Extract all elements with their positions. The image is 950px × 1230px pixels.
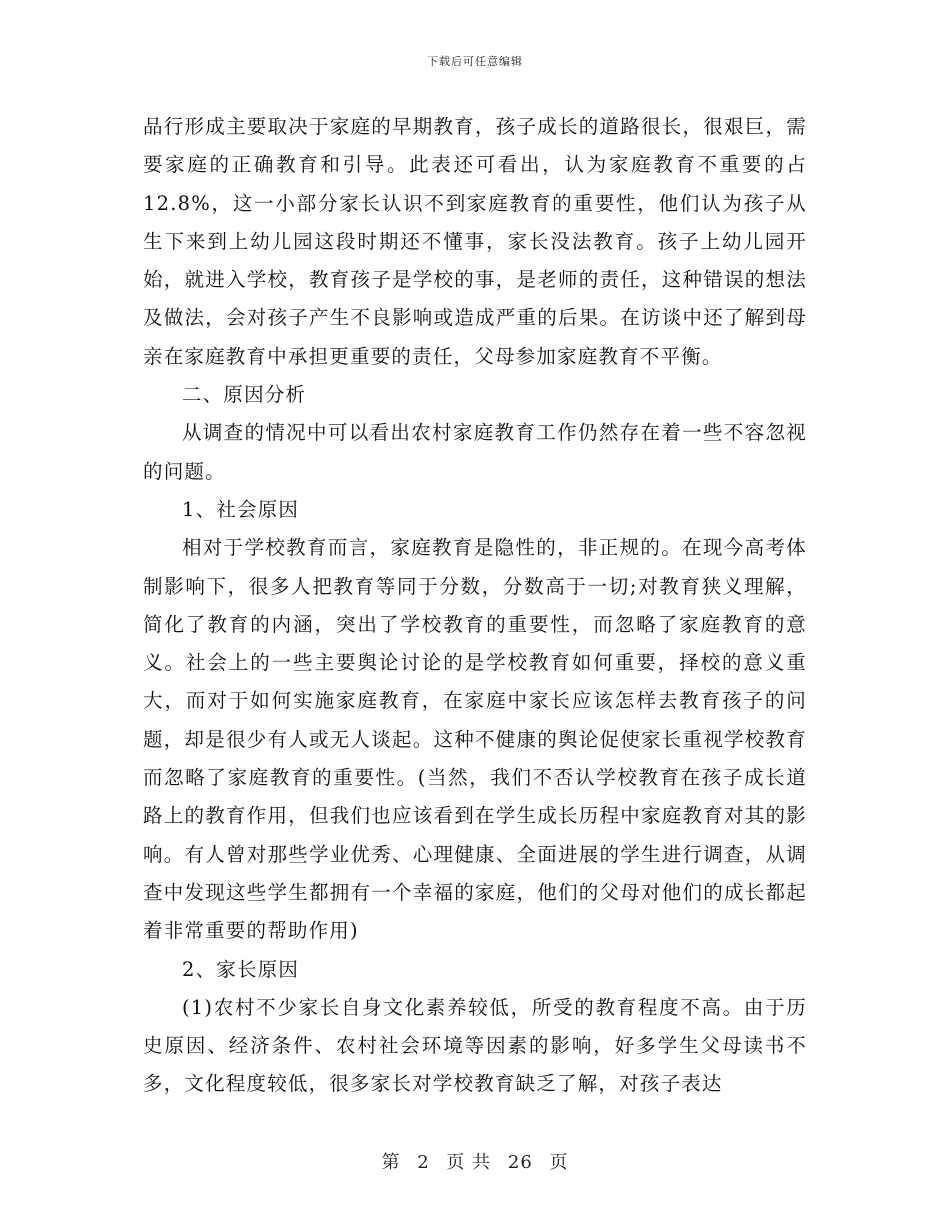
current-page-number: 2 — [417, 1152, 430, 1173]
footer-prefix: 第 — [381, 1152, 401, 1173]
body-text — [143, 108, 807, 1104]
subsection-heading: 2、家长原因 — [182, 957, 300, 981]
page-footer — [0, 1148, 950, 1174]
paragraph: 品行形成主要取决于家庭的早期教育，孩子成长的道路很长，很艰巨，需要家庭的正确教育和引导。此表还可看出，认为家庭教育不重要的占 12.8%，这一小部分家长认识不到家庭教育的重要性，他们认为孩子从生下来到上幼儿园这段时期还不懂事，家长没法教育。孩子上幼儿园开始，就进入学校，教育孩子是学校的事，是老师的责任，这种错误的想法及做法，会对孩子产生不良影响或造成严重的后果。在访谈中还了解到母亲在家庭教育中承担更重要的责任，父母参加家庭教育不平衡。 — [143, 115, 807, 368]
footer-middle: 页 共 — [446, 1152, 492, 1173]
total-page-count: 26 — [507, 1152, 533, 1173]
footer-suffix: 页 — [549, 1152, 569, 1173]
section-heading: 二、原因分析 — [182, 383, 307, 407]
paragraph: 从调查的情况中可以看出农村家庭教育工作仍然存在着一些不容忽视的问题。 — [143, 421, 807, 483]
paragraph: (1)农村不少家长自身文化素养较低，所受的教育程度不高。由于历史原因、经济条件、农村社会环境等因素的影响，好多学生父母读书不多，文化程度较低，很多家长对学校教育缺乏了解，对孩子表达 — [143, 995, 807, 1096]
subsection-heading: 1、社会原因 — [182, 497, 300, 521]
page-header: 下载后可任意编辑 — [427, 55, 523, 68]
paragraph: 相对于学校教育而言，家庭教育是隐性的，非正规的。在现今高考体制影响下，很多人把教育等同于分数，分数高于一切;对教育狭义理解，简化了教育的内涵，突出了学校教育的重要性，而忽略了家庭教育的意义。社会上的一些主要舆论讨论的是学校教育如何重要，择校的意义重大，而对于如何实施家庭教育，在家庭中家长应该怎样去教育孩子的问题，却是很少有人或无人谈起。这种不健康的舆论促使家长重视学校教育而忽略了家庭教育的重要性。(当然，我们不否认学校教育在孩子成长道路上的教育作用，但我们也应该看到在学生成长历程中家庭教育对其的影响。有人曾对那些学业优秀、心理健康、全面进展的学生进行调查，从调查中发现这些学生都拥有一个幸福的家庭，他们的父母对他们的成长都起着非常重要的帮助作用) — [143, 536, 807, 943]
